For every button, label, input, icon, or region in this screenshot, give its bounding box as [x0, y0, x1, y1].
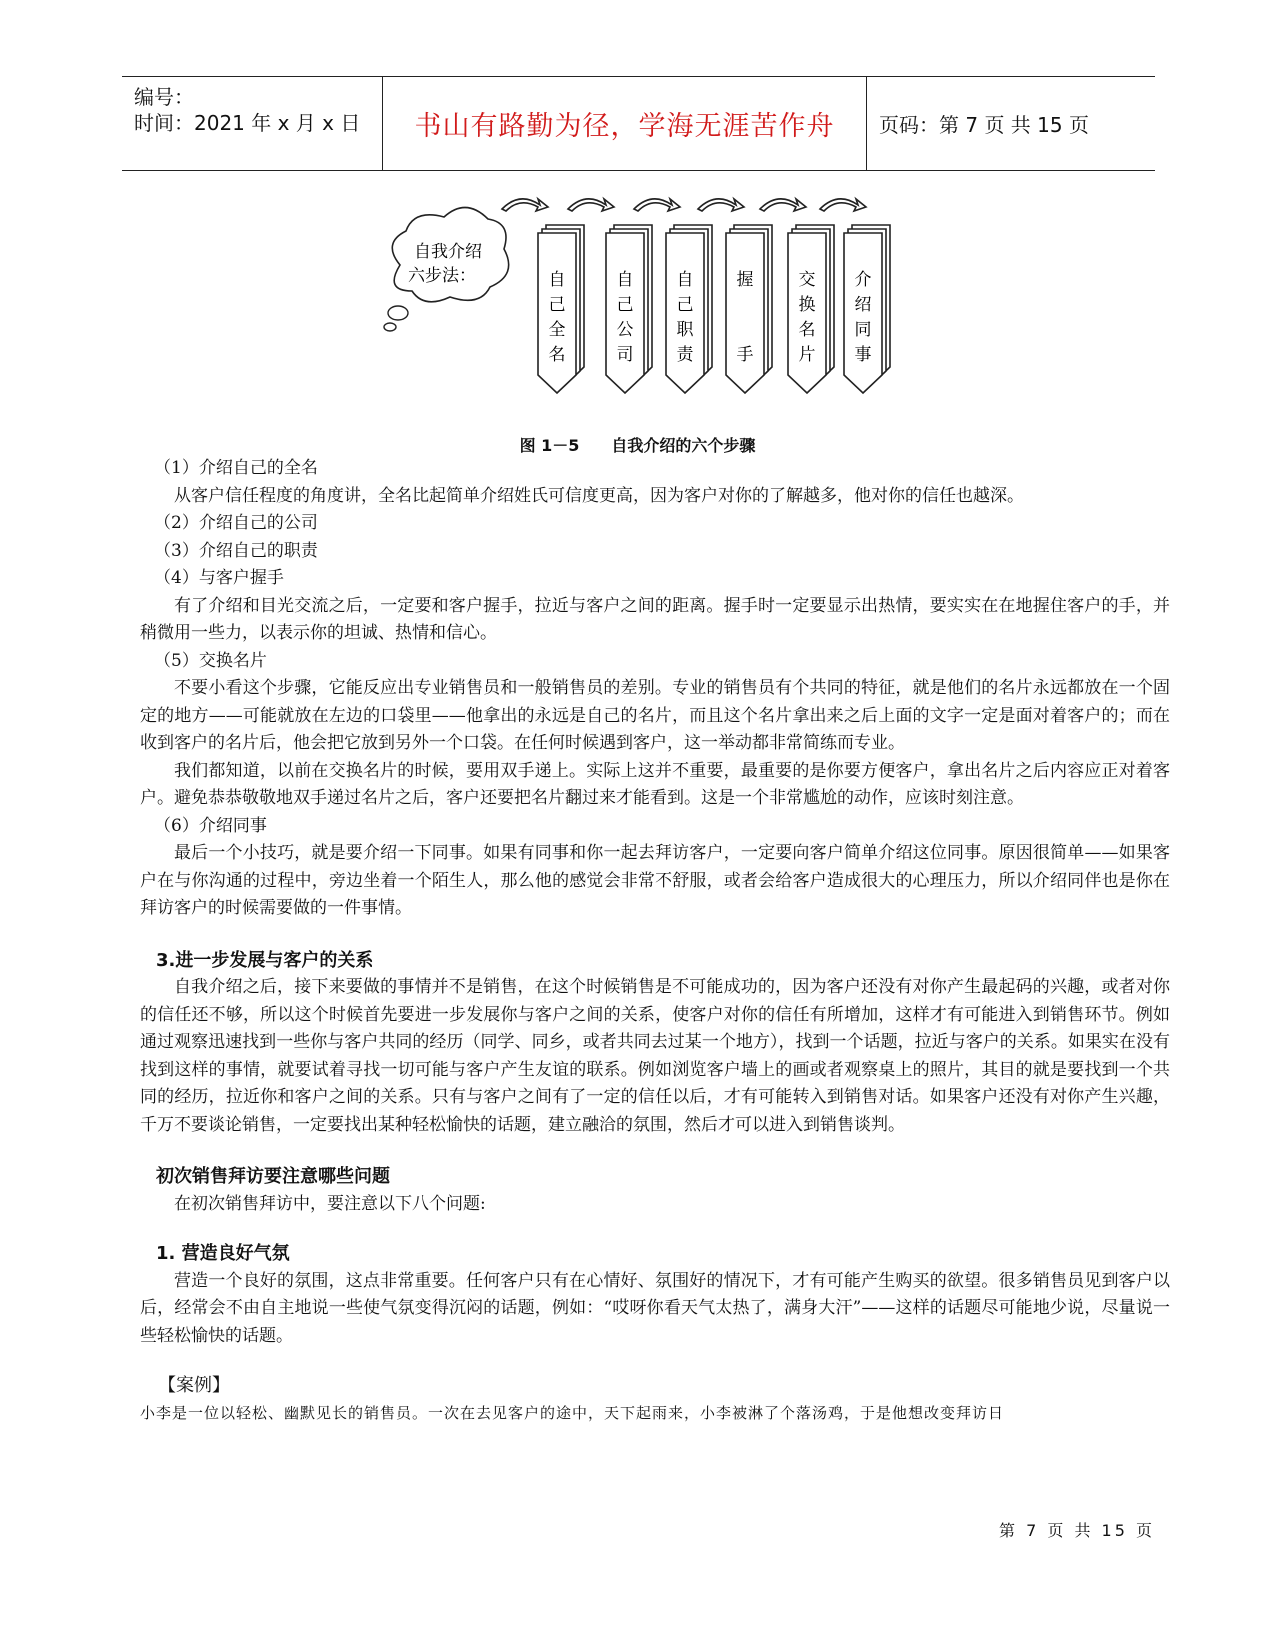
step-card-char: 己 [616, 295, 634, 315]
list-item: （6）介绍同事 [154, 815, 267, 836]
thought-bubble [384, 207, 509, 331]
arrow-icon [820, 199, 866, 211]
page-footer: 第 7 页 共 15 页 [999, 1521, 1155, 1540]
step-card-char: 名 [798, 320, 816, 340]
step-card [606, 225, 652, 393]
list-item: （3）介绍自己的职责 [154, 540, 318, 561]
step-arrows [502, 199, 866, 211]
bubble-line-2: 六步法： [408, 266, 476, 286]
step-card-char: 片 [798, 345, 816, 365]
step-card [666, 225, 712, 393]
header-page-cell [867, 77, 1155, 170]
paragraph: 最后一个小技巧，就是要介绍一下同事。如果有同事和你一起去拜访客户，一定要向客户简单介绍这位同事。原因很简单——如果客户在与你沟通的过程中，旁边坐着一个陌生人，那么他的感觉会非常不舒服，或者会给客户造成很大的心理压力，所以介绍同伴也是你在拜访客户的时候需要做的一件事情。 [140, 843, 1170, 918]
step-card-char: 事 [854, 345, 872, 365]
header-code-label: 编号： [134, 85, 194, 109]
step-card-char: 自 [676, 270, 694, 290]
header-page-info: 页码：第 7 页 共 15 页 [879, 113, 1089, 137]
paragraph: 自我介绍之后，接下来要做的事情并不是销售，在这个时候销售是不可能成功的，因为客户还没有对你产生最起码的兴趣，或者对你的信任还不够，所以这个时候首先要进一步发展你与客户之间的关系，使客户对你的信任有所增加，这样才有可能进入到销售环节。例如通过观察迅速找到一些你与客户共同的经历（同学、同乡，或者共同去过某一个地方），找到一个话题，拉近与客户的关系。如果实在没有找到这样的事情，就要试着寻找一切可能与客户产生友谊的联系。例如浏览客户墙上的画或者观察桌上的照片，其目的就是要找到一个共同的经历，拉近你和客户之间的关系。只有与客户之间有了一定的信任以后，才有可能转入到销售对话。如果客户还没有对你产生兴趣，千万不要谈论销售，一定要找出某种轻松愉快的话题，建立融洽的氛围，然后才可以进入到销售谈判。 [140, 977, 1170, 1135]
step-cards [538, 225, 890, 393]
section-heading: 初次销售拜访要注意哪些问题 [156, 1166, 390, 1187]
step-card-char: 绍 [854, 295, 872, 315]
document-header [122, 76, 1155, 171]
paragraph: 不要小看这个步骤，它能反应出专业销售员和一般销售员的差别。专业的销售员有个共同的特征，就是他们的名片永远都放在一个固定的地方——可能就放在左边的口袋里——他拿出的永远是自己的名片，而且这个名片拿出来之后上面的文字一定是面对着客户的；而在收到客户的名片后，他会把它放到另外一个口袋。在任何时候遇到客户，这一举动都非常简练而专业。 [140, 678, 1170, 753]
header-meta-cell [122, 77, 382, 170]
paragraph: 我们都知道，以前在交换名片的时候，要用双手递上。实际上这并不重要，最重要的是你要方便客户，拿出名片之后内容应正对着客户。避免恭恭敬敬地双手递过名片之后，客户还要把名片翻过来才能看到。这是一个非常尴尬的动作，应该时刻注意。 [140, 760, 1170, 808]
header-motto: 书山有路勤为径，学海无涯苦作舟 [414, 111, 835, 142]
section-heading: 3.进一步发展与客户的关系 [156, 949, 374, 971]
step-card-char: 公 [616, 320, 634, 340]
paragraph: 营造一个良好的氛围，这点非常重要。任何客户只有在心情好、氛围好的情况下，才有可能产生购买的欲望。很多销售员见到客户以后，经常会不由自主地说一些使气氛变得沉闷的话题，例如：“哎呀你看天气太热了，满身大汗”——这样的话题尽可能地少说，尽量说一些轻松愉快的话题。 [140, 1270, 1170, 1346]
step-card [788, 225, 834, 393]
step-card [726, 225, 772, 393]
list-item: （4）与客户握手 [154, 568, 284, 588]
bubble-line-1: 自我介绍 [414, 242, 482, 262]
self-intro-diagram [380, 195, 940, 420]
step-card-char: 手 [736, 345, 754, 365]
step-card-char: 全 [548, 320, 566, 340]
header-motto-cell [382, 77, 867, 170]
figure-caption: 图 1－5 自我介绍的六个步骤 [519, 436, 756, 455]
step-card [538, 225, 584, 393]
list-item: （5）交换名片 [154, 650, 267, 671]
arrow-icon [760, 199, 806, 211]
step-card-char: 换 [798, 295, 816, 315]
arrow-icon [634, 199, 680, 211]
list-item: （1）介绍自己的全名 [154, 458, 318, 478]
step-card-char: 交 [798, 270, 816, 290]
document-body [140, 455, 1170, 1426]
arrow-icon [698, 199, 744, 211]
step-card-char: 同 [854, 320, 872, 340]
step-card-char: 自 [616, 270, 634, 290]
step-card-char: 名 [548, 345, 566, 365]
paragraph: 在初次销售拜访中，要注意以下八个问题: [174, 1193, 486, 1214]
step-card-char: 自 [548, 270, 566, 290]
step-card [844, 225, 890, 393]
step-card-char: 己 [676, 295, 694, 315]
arrow-icon [502, 199, 548, 211]
step-card-char: 责 [676, 345, 694, 365]
case-paragraph: 小李是一位以轻松、幽默见长的销售员。一次在去见客户的途中，天下起雨来，小李被淋了个落汤鸡，于是他想改变拜访日 [140, 1403, 1005, 1422]
step-card-char: 职 [676, 320, 694, 340]
step-card-char: 介 [854, 270, 872, 290]
paragraph: 有了介绍和目光交流之后，一定要和客户握手，拉近与客户之间的距离。握手时一定要显示出热情，要实实在在地握住客户的手，并稍微用一些力，以表示你的坦诚、热情和信心。 [140, 595, 1170, 643]
step-card-char: 握 [736, 270, 754, 290]
arrow-icon [568, 199, 614, 211]
step-card-char: 己 [548, 295, 566, 315]
case-heading: 【案例】 [158, 1375, 230, 1396]
section-heading: 1. 营造良好气氛 [156, 1243, 290, 1264]
list-item: （2）介绍自己的公司 [154, 513, 318, 533]
step-card-char: 司 [616, 345, 634, 365]
paragraph: 从客户信任程度的角度讲，全名比起简单介绍姓氏可信度更高，因为客户对你的了解越多，他对你的信任也越深。 [174, 485, 1024, 506]
header-time-label: 时间：2021 年 x 月 x 日 [134, 111, 361, 135]
